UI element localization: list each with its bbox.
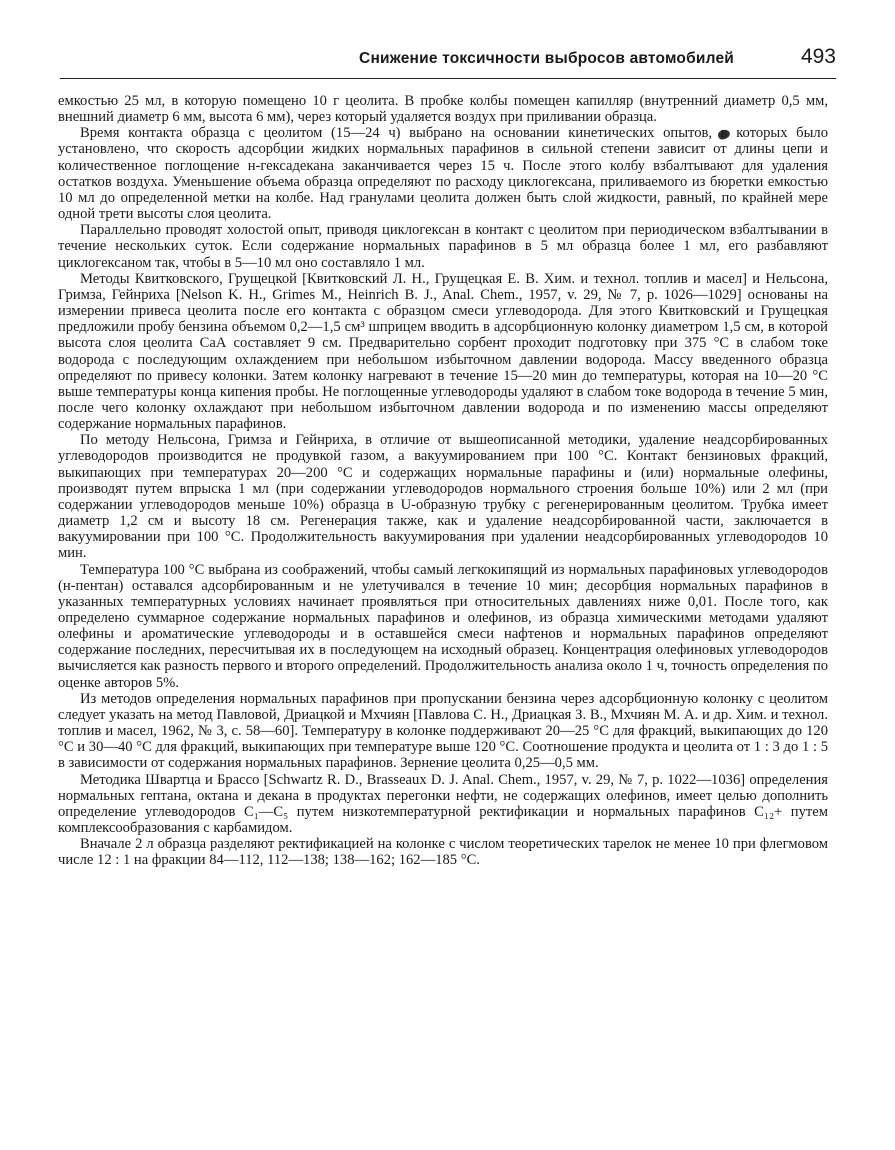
running-head-title: Снижение токсичности выбросов автомобилей — [359, 50, 734, 67]
paragraph: По методу Нельсона, Гримза и Гейнриха, в отличие от вышеописанной методики, удаление неадсорбированных углеводородов производится не продувкой газом, а вакуумированием при 100 °С. Контакт бензиновых фракций, выкипающих при температурах 20—200 °С и содержащих нормальные парафины и (или) нормальные олефины, производят путем впрыска 1 мл (при содержании углеводородов нормального строения больше 10%) или 2 мл (при содержании углеводородов меньше 10%) образца в U-образную трубку с регенерированным цеолитом. Трубка имеет диаметр 1,2 см и высоту 18 см. Регенерация также, как и удаление неадсорбированной части, заключается в вакуумировании при 100 °С. Продолжительность вакуумирования при удалении неадсорбированных углеводородов 10 мин. — [58, 432, 828, 562]
body-text — [58, 93, 828, 869]
paragraph: Время контакта образца с цеолитом (15—24 ч) выбрано на основании кинетических опытов, в которых было установлено, что скорость адсорбции жидких нормальных парафинов в сильной степени зависит от длины цепи и количественное поглощение н-гексадекана заканчивается через 15 ч. После этого колбу взбалтывают для удаления остатков воздуха. Уменьшение объема образца определяют по расходу циклогексана, приливаемого из бюретки емкостью 10 мл до определенной метки на колбе. Над гранулами цеолита должен быть слой жидкости, равный, по крайней мере одной трети высоты слоя цеолита. — [58, 125, 828, 223]
paragraph-continuation: емкостью 25 мл, в которую помещено 10 г цеолита. В пробке колбы помещен капилляр (внутренний диаметр 0,5 мм, внешний диаметр 6 мм, высота 6 мм), через который удаляется воздух при приливании образца. — [58, 93, 828, 126]
running-head — [60, 44, 836, 79]
paragraph: Вначале 2 л образца разделяют ректификацией на колонке с числом теоретических тарелок не менее 10 при флегмовом числе 12 : 1 на фракции 84—112, 112—138; 138—162; 162—185 °С. — [58, 836, 828, 869]
paragraph: Температура 100 °С выбрана из соображений, чтобы самый легкокипящий из нормальных парафиновых углеводородов (н-пентан) оставался адсорбированным и не улетучивался в течение 10 мин; десорбция нормальных парафинов в указанных температурных условиях начинает проявляться при относительных давлениях ниже 0,01. После того, как определено суммарное содержание нормальных парафинов и олефинов, из образца химическими методами удаляют олефины и ароматические углеводороды и в оставшейся смеси нафтенов и нормальных парафинов определяют содержание последних, пересчитывая их в последующем на исходный образец. Концентрация олефиновых углеводородов вычисляется как разность первого и второго определений. Продолжительность анализа около 1 ч, точность определения по оценке авторов 5%. — [58, 561, 828, 691]
paragraph: Параллельно проводят холостой опыт, приводя циклогексан в контакт с цеолитом при периодическом взбалтывании в течение нескольких суток. Если содержание нормальных парафинов в 5 мл образца более 1 мл, его разбавляют циклогексаном так, чтобы в 5—10 мл оно составляло 1 мл. — [58, 222, 828, 271]
paragraph: Из методов определения нормальных парафинов при пропускании бензина через адсорбционную колонку с цеолитом следует указать на метод Павловой, Дриацкой и Мхчиян [Павлова С. Н., Дриацкая З. В., Мхчиян М. А. и др. Хим. и технол. топлив и масел, 1962, № 3, с. 58—60]. Температуру в колонке поддерживают 20—25 °С для фракций, выкипающих до 120 °С и 30—40 °С для фракций, выкипающих при температуре выше 120 °С. Соотношение продукта и цеолита от 1 : 3 до 1 : 5 в зависимости от содержания нормальных парафинов. Зернение цеолита 0,25—0,5 мм. — [58, 690, 828, 772]
paragraph: Методика Швартца и Брассо [Schwartz R. D., Brasseaux D. J. Anal. Chem., 1957, v. 29, № 7, p. 1022—1036] определения нормальных гептана, октана и декана в продуктах перегонки нефти, не содержащих олефинов, имеет целью дополнить определение углеводородов C₁—C₅ путем низкотемпературной ректификации и нормальных парафинов C₁₂+ путем комплексообразования с карбамидом. — [58, 771, 828, 837]
paragraph: Методы Квитковского, Грущецкой [Квитковский Л. Н., Грущецкая Е. В. Хим. и технол. топлив и масел] и Нельсона, Гримза, Гейнриха [Nelson K. H., Grimes M., Heinrich B. J., Anal. Chem., 1957, v. 29, № 7, p. 1026—1029] основаны на измерении привеса цеолита после его контакта с образцом смеси углеводорода. Для этого Квитковский и Грущецкая предложили пробу бензина объемом 0,2—1,5 см³ шприцем вводить в адсорбционную колонку диаметром 1,5 см, в которой высота слоя цеолита СаА составляет 9 см. Предварительно сорбент проходит подготовку при 375 °С в слабом токе водорода с последующим охлаждением при небольшом избыточном давлении водорода. Массу введенного образца определяют по привесу колонки. Затем колонку нагревают в течение 15—20 мин до температуры, которая на 10—20 °С выше температуры конца кипения пробы. Не поглощенные углеводороды удаляют в слабом токе водорода в течение 5 мин, после чего колонку охлаждают при небольшом избыточном давлении водорода и по изменению массы определяют содержание нормальных парафинов. — [58, 270, 828, 433]
page-number: 493 — [800, 45, 836, 68]
